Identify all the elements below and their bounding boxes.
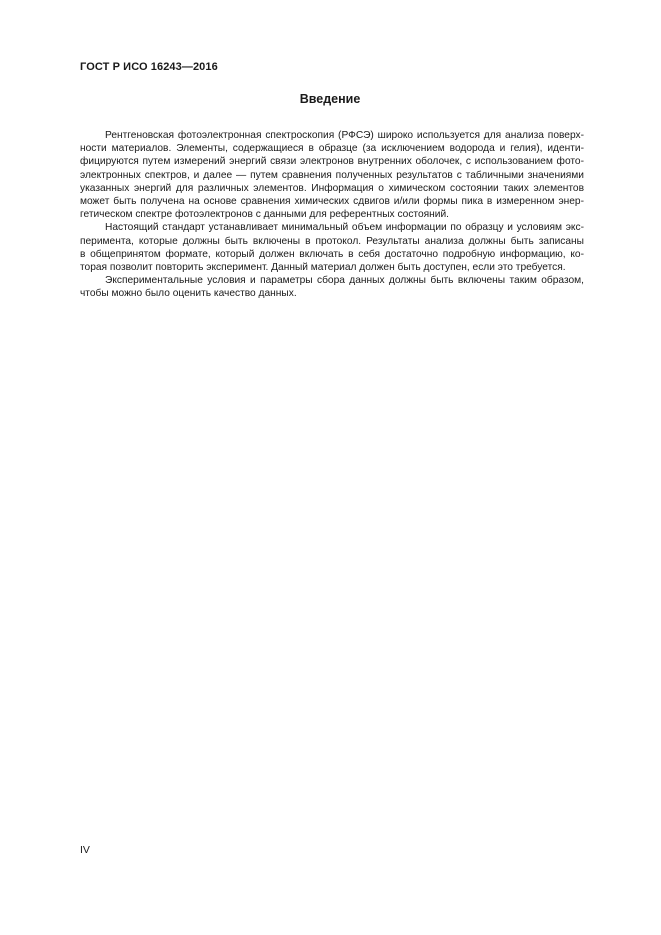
paragraph-1 <box>80 129 584 221</box>
text-line: в общепринятом формате, который должен включать в себя достаточно подробную информацию, ко- <box>80 248 584 260</box>
page-number: IV <box>80 844 90 856</box>
text-line: торая позволит повторить эксперимент. Данный материал должен быть доступен, если это требуется. <box>80 262 566 274</box>
text-line: электронных спектров, и далее — путем сравнения полученных результатов с табличными значениями <box>80 169 584 181</box>
text-line: ности материалов. Элементы, содержащиеся в образце (за исключением водорода и гелия), иденти- <box>80 143 584 155</box>
text-line: указанных энергий для различных элементов. Информация о химическом состоянии таких элементов <box>80 182 584 194</box>
text-line: Рентгеновская фотоэлектронная спектроскопия (РФСЭ) широко используется для анализа поверх- <box>105 130 584 141</box>
text-line: фицируются путем измерений энергий связи электронов внутренних оболочек, с использованием фото- <box>80 156 584 168</box>
text-line: гетическом спектре фотоэлектронов с данными для референтных состояний. <box>80 209 450 221</box>
text-line: Экспериментальные условия и параметры сбора данных должны быть включены таким образом, <box>105 275 584 287</box>
paragraph-3 <box>80 274 584 300</box>
text-line: перимента, которые должны быть включены в протокол. Результаты анализа должны быть записаны <box>80 235 584 247</box>
document-code: ГОСТ Р ИСО 16243—2016 <box>80 61 218 73</box>
text-line: Настоящий стандарт устанавливает минимальный объем информации по образцу и условиям экс- <box>105 222 584 234</box>
section-title: Введение <box>299 92 361 106</box>
paragraph-2 <box>80 221 584 274</box>
body-text <box>80 129 584 301</box>
text-line: может быть получена на основе сравнения химических сдвигов и/или формы пика в измеренном энер- <box>80 196 584 208</box>
text-line: чтобы можно было оценить качество данных. <box>80 288 297 300</box>
